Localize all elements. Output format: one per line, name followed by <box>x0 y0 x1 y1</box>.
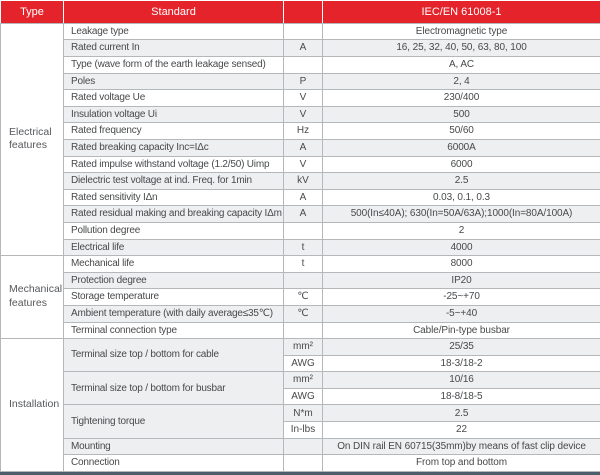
value-cell: 500 <box>323 106 600 123</box>
unit-cell: P <box>284 73 323 90</box>
unit-cell: Hz <box>284 123 323 140</box>
spec-label: Rated residual making and breaking capacity IΔm <box>64 206 284 223</box>
spec-label: Ambient temperature (with daily average≤35℃) <box>64 305 284 322</box>
spec-label: Protection degree <box>64 272 284 289</box>
value-cell: -5~+40 <box>323 305 600 322</box>
table-row <box>1 206 600 223</box>
value-cell: 50/60 <box>323 123 600 140</box>
header-standard: Standard <box>64 1 284 24</box>
value-cell: 16, 25, 32, 40, 50, 63, 80, 100 <box>323 40 600 57</box>
table-row <box>1 256 600 273</box>
spec-label: Terminal size top / bottom for busbar <box>64 372 284 405</box>
value-cell: IP20 <box>323 272 600 289</box>
value-cell: 22 <box>323 422 600 439</box>
table-row <box>1 73 600 90</box>
value-cell: 230/400 <box>323 90 600 107</box>
spec-label: Storage temperature <box>64 289 284 306</box>
unit-cell <box>284 455 323 472</box>
spec-label: Dielectric test voltage at ind. Freq. for 1min <box>64 173 284 190</box>
unit-cell <box>284 322 323 339</box>
spec-label: Mounting <box>64 438 284 455</box>
spec-label: Terminal connection type <box>64 322 284 339</box>
unit-cell <box>284 272 323 289</box>
spec-label: Connection <box>64 455 284 472</box>
unit-cell: N*m <box>284 405 323 422</box>
group-electrical-features: Electrical features <box>1 23 64 255</box>
spec-label: Rated frequency <box>64 123 284 140</box>
spec-label: Tightening torque <box>64 405 284 438</box>
value-cell: 25/35 <box>323 339 600 356</box>
unit-cell: t <box>284 239 323 256</box>
header-unit <box>284 1 323 24</box>
table-row <box>1 239 600 256</box>
unit-cell <box>284 438 323 455</box>
unit-cell: A <box>284 139 323 156</box>
unit-cell <box>284 23 323 40</box>
spec-label: Rated impulse withstand voltage (1.2/50) Uimp <box>64 156 284 173</box>
unit-cell: V <box>284 156 323 173</box>
value-cell: 4000 <box>323 239 600 256</box>
value-cell: 2.5 <box>323 405 600 422</box>
unit-cell: A <box>284 40 323 57</box>
table-row <box>1 455 600 472</box>
table-row <box>1 23 600 40</box>
table-row <box>1 405 600 422</box>
table-row <box>1 222 600 239</box>
value-cell: 8000 <box>323 256 600 273</box>
spec-label: Terminal size top / bottom for cable <box>64 339 284 372</box>
group-mechanical-features: Mechanical features <box>1 256 64 339</box>
header-type: Type <box>1 1 64 24</box>
unit-cell: kV <box>284 173 323 190</box>
value-cell: 2, 4 <box>323 73 600 90</box>
spec-label: Mechanical life <box>64 256 284 273</box>
table-row <box>1 372 600 389</box>
unit-cell <box>284 222 323 239</box>
table-row <box>1 40 600 57</box>
group-installation: Installation <box>1 339 64 472</box>
value-cell: 6000 <box>323 156 600 173</box>
unit-cell: V <box>284 90 323 107</box>
unit-cell: A <box>284 189 323 206</box>
table-row <box>1 339 600 356</box>
value-cell: -25~+70 <box>323 289 600 306</box>
value-cell: Cable/Pin-type busbar <box>323 322 600 339</box>
spec-label: Pollution degree <box>64 222 284 239</box>
spec-label: Rated breaking capacity Inc=IΔc <box>64 139 284 156</box>
unit-cell: mm² <box>284 339 323 356</box>
value-cell: Electromagnetic type <box>323 23 600 40</box>
table-row <box>1 322 600 339</box>
spec-label: Poles <box>64 73 284 90</box>
value-cell: 6000A <box>323 139 600 156</box>
table-row <box>1 173 600 190</box>
unit-cell: mm² <box>284 372 323 389</box>
table-row <box>1 106 600 123</box>
table-row <box>1 156 600 173</box>
spec-label: Electrical life <box>64 239 284 256</box>
unit-cell: t <box>284 256 323 273</box>
table-row <box>1 272 600 289</box>
unit-cell: AWG <box>284 355 323 372</box>
value-cell: 18-3/18-2 <box>323 355 600 372</box>
value-cell: 2.5 <box>323 173 600 190</box>
unit-cell: V <box>284 106 323 123</box>
spec-label: Type (wave form of the earth leakage sensed) <box>64 57 284 74</box>
table-row <box>1 123 600 140</box>
unit-cell <box>284 57 323 74</box>
table-row <box>1 57 600 74</box>
header-value: IEC/EN 61008-1 <box>323 1 600 24</box>
value-cell: 18-8/18-5 <box>323 388 600 405</box>
value-cell: 2 <box>323 222 600 239</box>
unit-cell: In-lbs <box>284 422 323 439</box>
header-row <box>1 1 600 24</box>
table-row <box>1 289 600 306</box>
table-row <box>1 189 600 206</box>
value-cell: A, AC <box>323 57 600 74</box>
spec-label: Rated sensitivity IΔn <box>64 189 284 206</box>
unit-cell: ℃ <box>284 305 323 322</box>
table-row <box>1 139 600 156</box>
unit-cell: AWG <box>284 388 323 405</box>
value-cell: From top and bottom <box>323 455 600 472</box>
spec-label: Rated current In <box>64 40 284 57</box>
value-cell: 10/16 <box>323 372 600 389</box>
table-row <box>1 438 600 455</box>
spec-label: Leakage type <box>64 23 284 40</box>
spec-label: Rated voltage Ue <box>64 90 284 107</box>
value-cell: On DIN rail EN 60715(35mm)by means of fast clip device <box>323 438 600 455</box>
unit-cell: ℃ <box>284 289 323 306</box>
value-cell: 500(In≤40A); 630(In=50A/63A);1000(In=80A/100A) <box>323 206 600 223</box>
table-row <box>1 305 600 322</box>
spec-label: Insulation voltage Ui <box>64 106 284 123</box>
table-row <box>1 90 600 107</box>
unit-cell: A <box>284 206 323 223</box>
value-cell: 0.03, 0.1, 0.3 <box>323 189 600 206</box>
